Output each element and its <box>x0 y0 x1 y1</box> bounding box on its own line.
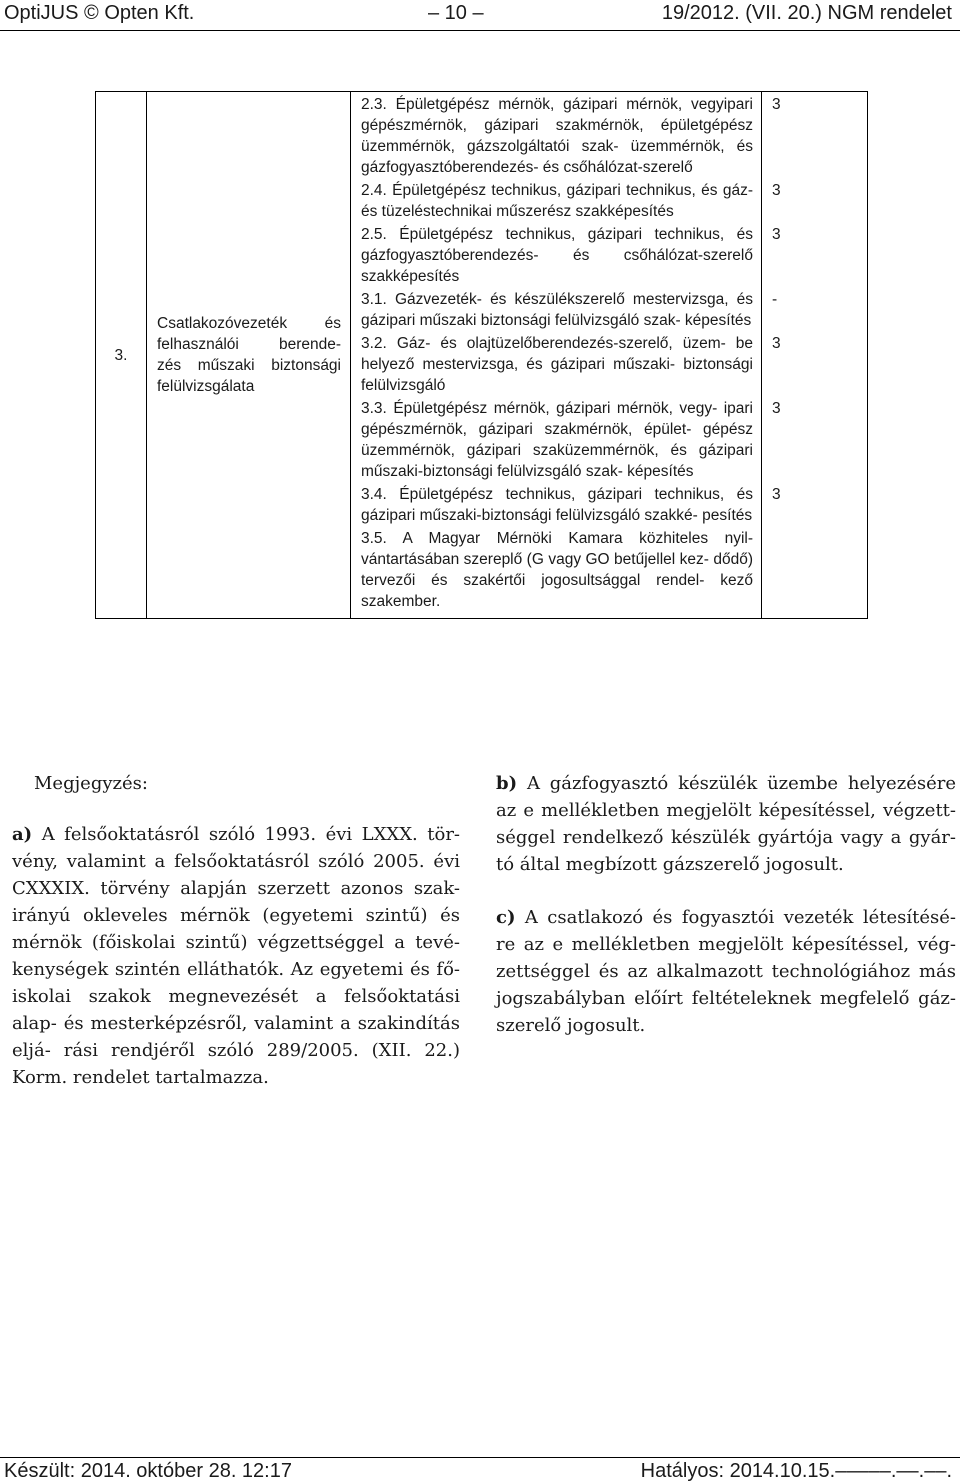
note-c-text: A csatlakozó és fogyasztói vezeték létesítésé- re az e mellékletben megjelölt képesítéssel, vég- zettséggel és az alkalmazott technológiához más jogszabályban előírt feltételeknek megfelelő gáz- szerelő jogosult. <box>496 907 956 1036</box>
qualification-item: 2.5. Épületgépész technikus, gázipari technikus, és gázfogyasztóberendezés- és csőhálózat-szerelő szakképesítés <box>361 226 753 285</box>
table-row <box>96 92 868 619</box>
note-a <box>12 821 460 1091</box>
notes-left-column <box>12 770 460 1091</box>
regulation-table <box>95 91 868 619</box>
footer-created: Készült: 2014. október 28. 12:17 <box>4 1460 292 1482</box>
header-rule <box>0 30 960 31</box>
note-b <box>496 770 956 878</box>
qualification-value: - <box>772 291 778 308</box>
qualification-value: 3 <box>772 182 781 199</box>
row-name-cell <box>147 92 351 619</box>
qualification-item: 2.4. Épületgépész technikus, gázipari technikus, és gáz- és tüzeléstechnikai műszerész szakképesítés <box>361 182 753 220</box>
values-cell <box>762 92 868 619</box>
qualification-value <box>772 528 867 612</box>
qualification-value: 3 <box>772 226 781 243</box>
qualification-value: 3 <box>772 486 781 503</box>
note-c-label: c) <box>496 907 516 928</box>
header-regulation: 19/2012. (VII. 20.) NGM rendelet <box>661 2 952 24</box>
row-number-cell <box>96 92 147 619</box>
page-number: – 10 – <box>428 2 484 24</box>
qualification-item: 2.3. Épületgépész mérnök, gázipari mérnök, vegyipari gépészmérnök, gázipari szakmérnök, épületgépész üzemmérnök, gázszolgáltatói szak- üzemmérnök, és gázfogyasztóberendezés- és csőhálózat-szerelő <box>361 96 753 176</box>
note-b-text: A gázfogyasztó készülék üzembe helyezésére az e mellékletben megjelölt képesítéssel, végzett- séggel rendelkező készülék gyártója vagy a gyár- tó által megbízott gázszerelő jogosult. <box>496 773 956 875</box>
row-name-line: Csatlakozóvezeték és <box>157 315 341 332</box>
note-c <box>496 904 956 1039</box>
notes-title: Megjegyzés: <box>34 773 148 794</box>
row-name-line: felhasználói berende- <box>157 336 341 353</box>
qualification-value: 3 <box>772 96 781 113</box>
row-name-line: zés műszaki biztonsági <box>157 357 341 374</box>
note-b-label: b) <box>496 773 518 794</box>
note-a-label: a) <box>12 824 33 845</box>
qualification-item: 3.3. Épületgépész mérnök, gázipari mérnök, vegy- ipari gépészmérnök, gázipari szakmérnök, épület- gépész üzemmérnök, gázipari szaküzemmérnök, és gázipari műszaki-biztonsági felülvizsgáló szak- képesítés <box>361 400 753 480</box>
footer-effective: Hatályos: 2014.10.15.–––––.––.––. <box>640 1460 952 1482</box>
qualification-value: 3 <box>772 400 781 417</box>
notes-right-column <box>496 770 956 1039</box>
qualification-value: 3 <box>772 335 781 352</box>
row-number: 3. <box>114 346 128 364</box>
qualifications-cell <box>351 92 762 619</box>
header-publisher: OptiJUS © Opten Kft. <box>4 2 195 24</box>
page-footer <box>0 1460 960 1484</box>
qualification-item: 3.4. Épületgépész technikus, gázipari technikus, és gázipari műszaki-biztonsági felülvizsgáló szakké- pesítés <box>361 486 753 524</box>
qualification-item: 3.5. A Magyar Mérnöki Kamara közhiteles nyil- vántartásában szereplő (G vagy GO betűjellel kez- dődő) tervezői és szakértői jogosultsággal rendel- kező szakember. <box>361 530 753 610</box>
qualification-item: 3.2. Gáz- és olajtüzelőberendezés-szerelő, üzem- be helyező mestervizsga, és gázipari műszaki- biztonsági felülvizsgáló <box>361 335 753 394</box>
row-name-line: felülvizsgálata <box>157 378 255 395</box>
footer-rule <box>0 1457 960 1458</box>
page-header <box>0 0 960 32</box>
note-a-text: A felsőoktatásról szóló 1993. évi LXXX. tör- vény, valamint a felsőoktatásról szóló 2005. évi CXXXIX. törvény alapján szerzett azonos szak- irányú okleveles mérnök (egyetemi szintű) és mérnök (főiskolai szintű) végzettséggel a tevé- kenységek szintén elláthatók. Az egyetemi és fő- iskolai szakok megnevezését a felsőoktatási alap- és mesterképzésről, valamint a szakindítás eljá- rási rendjéről szóló 289/2005. (XII. 22.) Korm. rendelet tartalmazza. <box>12 824 460 1088</box>
qualification-item: 3.1. Gázvezeték- és készülékszerelő mestervizsga, és gázipari műszaki biztonsági felülvizsgáló szak- képesítés <box>361 291 753 329</box>
